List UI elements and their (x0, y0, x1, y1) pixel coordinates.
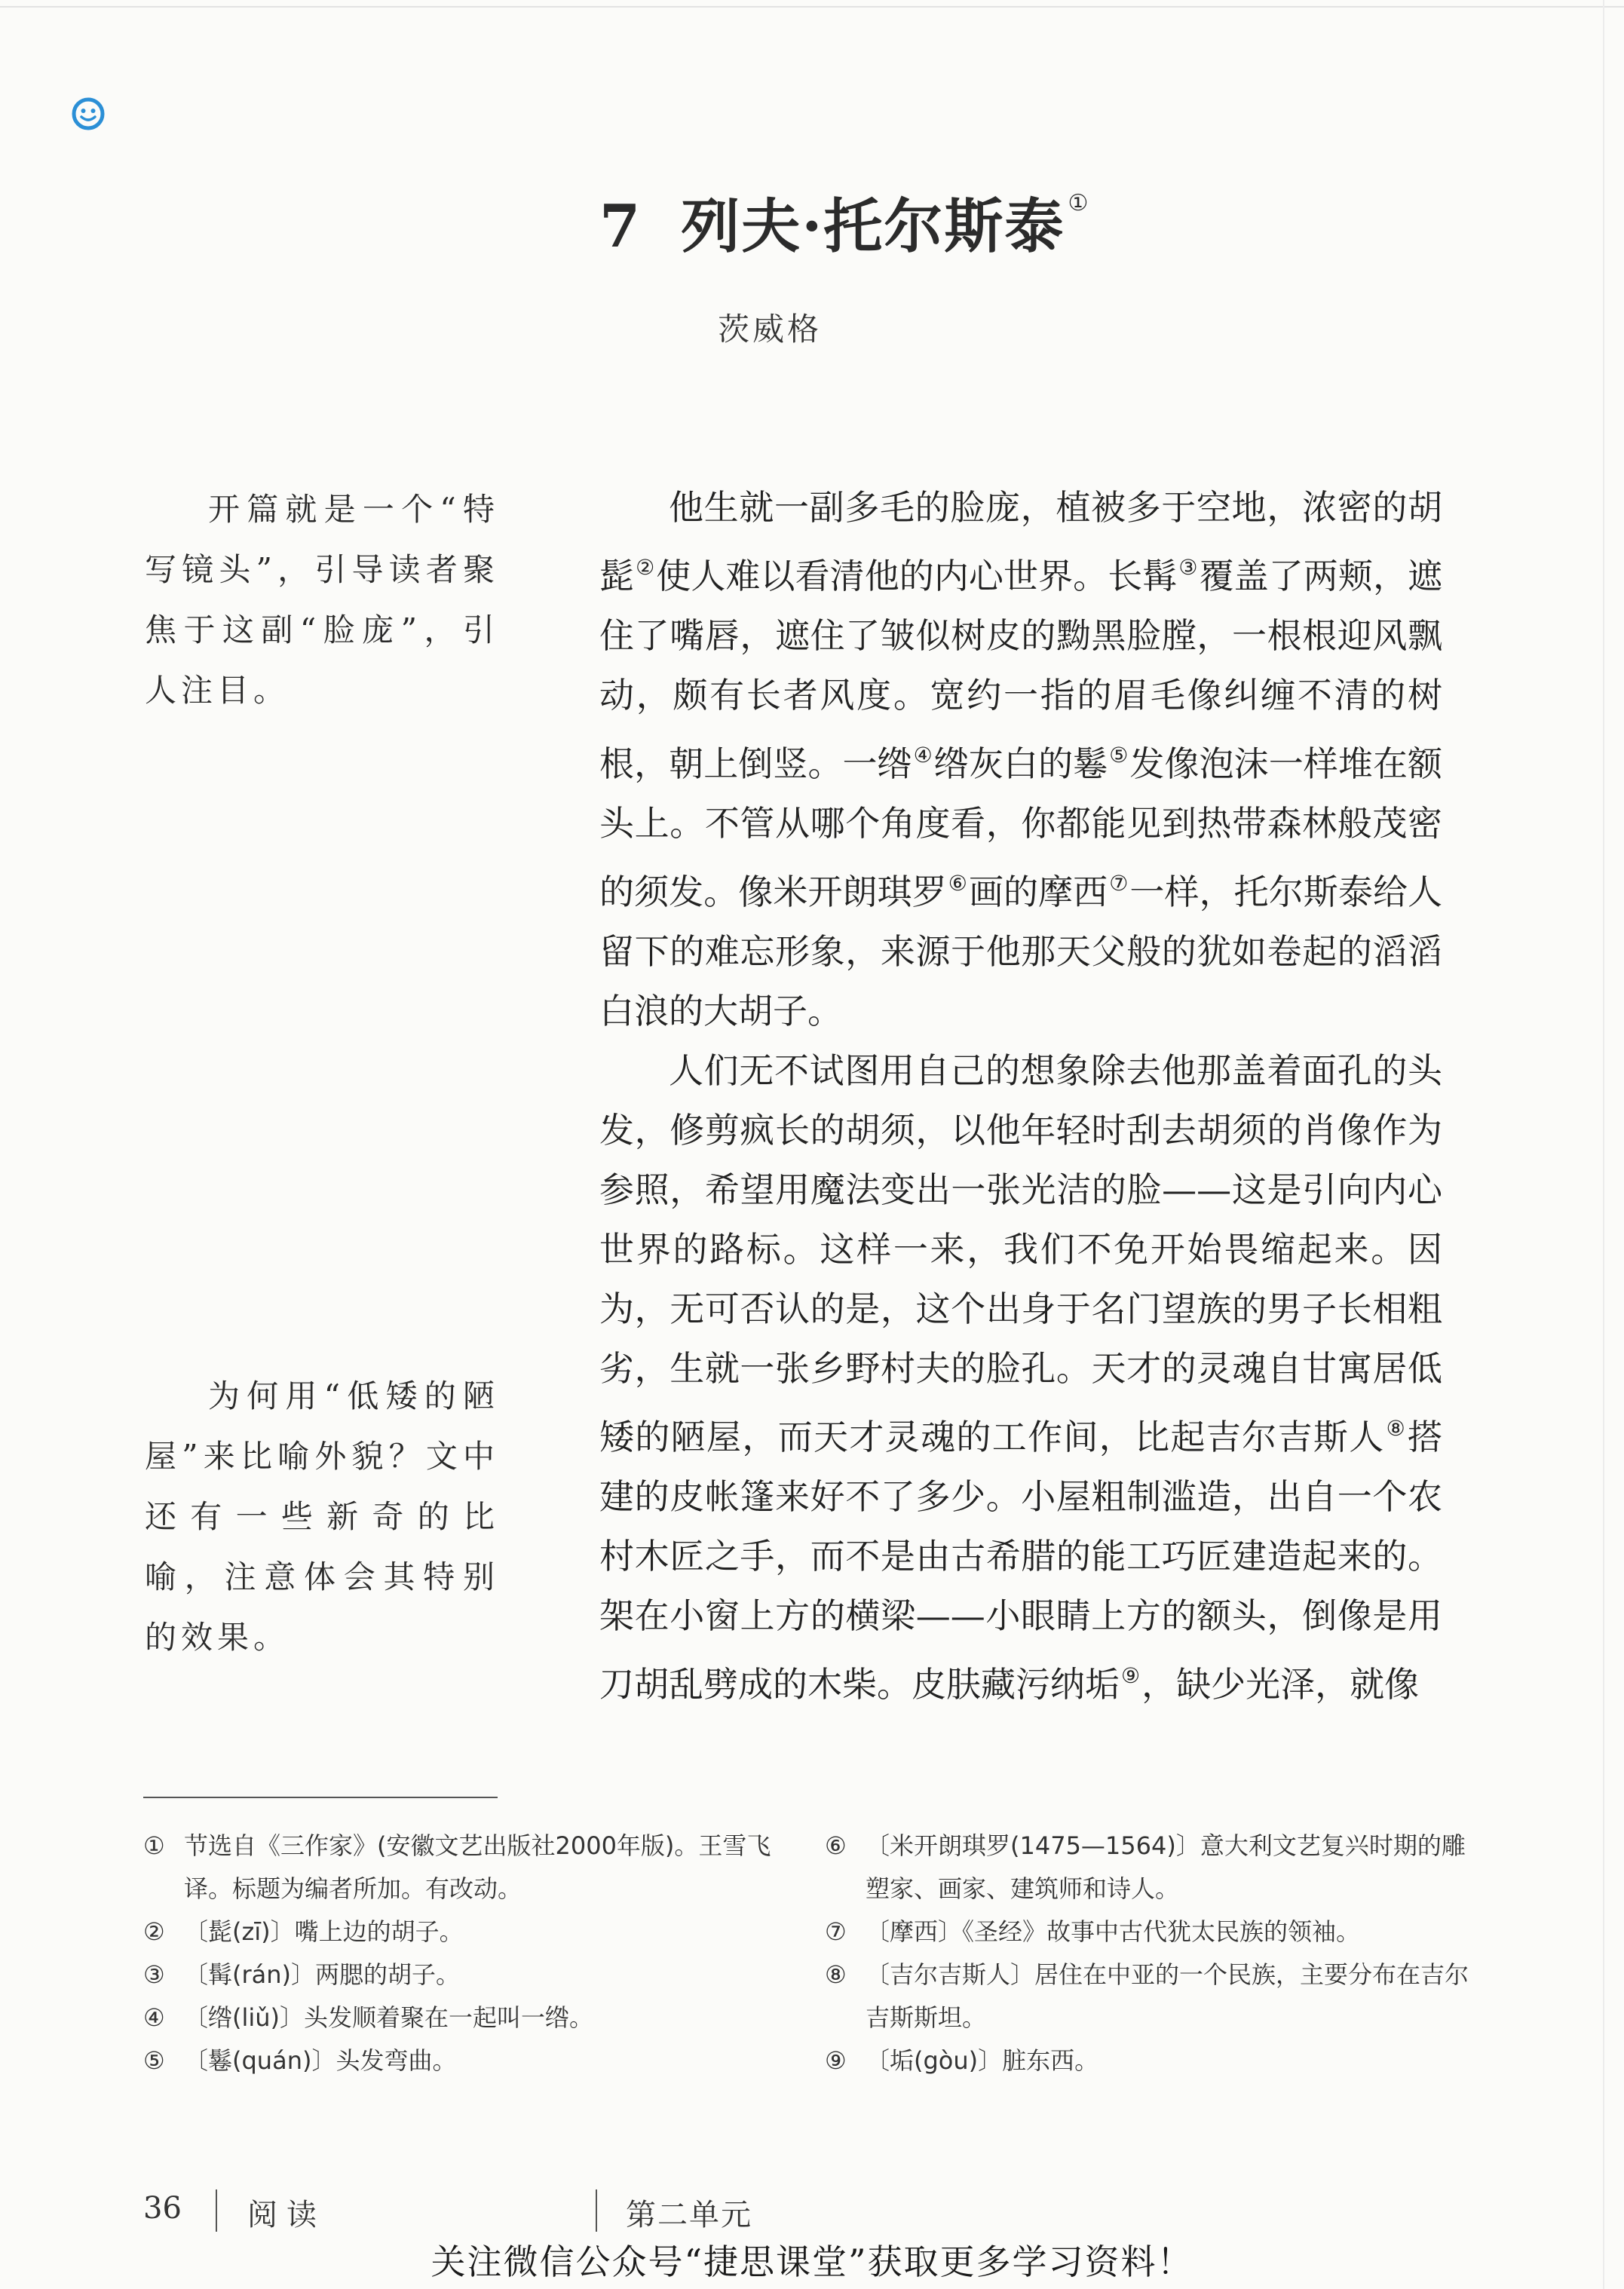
footnote-item (825, 1911, 1473, 1953)
footer-separator (216, 2189, 217, 2232)
top-divider (0, 6, 1624, 8)
footnote-item (825, 1825, 1473, 1911)
page-number: 36 (143, 2191, 182, 2226)
footnote-ref: ⑦ (1109, 871, 1129, 896)
footer-separator (596, 2189, 597, 2232)
footnote-ref: ⑥ (948, 871, 967, 896)
footnote-text: 〔米开朗琪罗(1475—1564)〕意大利文艺复兴时期的雕塑家、画家、建筑师和诗人。 (866, 1831, 1466, 1903)
footnote-number: ⑦ (825, 1917, 847, 1946)
section-label: 阅读 (247, 2198, 326, 2232)
unit-label: 第二单元 (626, 2198, 752, 2232)
footnote-number: ⑤ (143, 2046, 165, 2075)
footnote-text: 〔垢(gòu)〕脏东西。 (866, 2046, 1099, 2075)
text-run: 发像泡沫一样堆在额头上。不管从哪个角度看，你都能见到热带森林般茂密的须发。像米开朗琪罗 (599, 743, 1443, 912)
footnote-text: 〔髯(rán)〕两腮的胡子。 (184, 1960, 461, 1989)
chapter-number: 7 (599, 192, 642, 261)
footnote-ref: ⑤ (1109, 743, 1129, 768)
footnote-item (825, 1953, 1473, 2039)
paragraph-1 (599, 478, 1442, 1041)
footnote-ref: ② (636, 555, 655, 580)
footnote-ref: ③ (1178, 555, 1198, 580)
text-run: 搭建的皮帐篷来好不了多少。小屋粗制滥造，出自一个农村木匠之手，而不是由古希腊的能工巧匠建造起来的。架在小窗上方的横梁——小眼睛上方的额头，倒像是用刀胡乱劈成的木柴。皮肤藏污纳垢 (599, 1417, 1443, 1705)
footnote-text: 〔髭(zī)〕嘴上边的胡子。 (184, 1917, 464, 1946)
paragraph-2 (599, 1041, 1442, 1714)
footnotes-right (825, 1825, 1473, 2082)
title-text: 列夫·托尔斯泰 (681, 192, 1065, 261)
footnote-ref: ⑧ (1386, 1416, 1407, 1441)
side-note-2: 为何用“低矮的陋屋”来比喻外貌？文中还有一些新奇的比喻，注意体会其特别的效果。 (145, 1377, 499, 1656)
text-run: 绺灰白的鬈 (933, 743, 1108, 784)
text-run: 画的摩西 (968, 872, 1108, 912)
footnote-number: ① (143, 1831, 165, 1860)
footnote-number: ③ (143, 1960, 165, 1989)
footnote-item (143, 1996, 784, 2039)
main-text (599, 478, 1442, 1714)
text-run: 使人难以看清他的内心世界。长髯 (656, 556, 1178, 596)
footnote-item (825, 2039, 1473, 2082)
footnote-divider (143, 1797, 498, 1798)
footnote-number: ⑥ (825, 1831, 847, 1860)
smiley-icon (71, 97, 106, 131)
footnote-number: ⑧ (825, 1960, 847, 1989)
footnote-item (143, 2039, 784, 2082)
footnote-number: ② (143, 1917, 165, 1946)
footnote-text: 〔吉尔吉斯人〕居住在中亚的一个民族，主要分布在吉尔吉斯斯坦。 (866, 1960, 1469, 2032)
text-run: 覆盖了两颊，遮住了嘴唇，遮住了皱似树皮的黝黑脸膛，一根根迎风飘动，颇有长者风度。宽约一指的眉毛像纠缠不清的树根，朝上倒竖。一绺 (599, 556, 1443, 784)
footnote-text: 〔鬈(quán)〕头发弯曲。 (184, 2046, 457, 2075)
footnotes-left (143, 1825, 784, 2082)
footnote-text: 〔摩西〕《圣经》故事中古代犹太民族的领袖。 (866, 1917, 1361, 1946)
footnote-ref: ⑨ (1121, 1663, 1141, 1688)
footnote-text: 节选自《三作家》(安徽文艺出版社2000年版)。王雪飞译。标题为编者所加。有改动。 (184, 1831, 771, 1903)
footnote-number: ④ (143, 2003, 165, 2032)
footnote-ref: ④ (913, 743, 933, 768)
title-footnote-mark: ① (1068, 190, 1089, 216)
footnote-text: 〔绺(liǔ)〕头发顺着聚在一起叫一绺。 (184, 2003, 594, 2032)
footnote-item (143, 1825, 784, 1911)
author: 茨威格 (718, 311, 823, 348)
text-run: 人们无不试图用自己的想象除去他那盖着面孔的头发，修剪疯长的胡须，以他年轻时刮去胡须的肖像作为参照，希望用魔法变出一张光洁的脸——这是引向内心世界的路标。这样一来，我们不免开始畏缩起来。因为，无可否认的是，这个出身于名门望族的男子长相粗劣，生就一张乡野村夫的脸孔。天才的灵魂自甘寓居低矮的陋屋，而天才灵魂的工作间，比起吉尔吉斯人 (599, 1050, 1442, 1457)
text-run: 一样，托尔斯泰给人留下的难忘形象，来源于他那天父般的犹如卷起的滔滔白浪的大胡子。 (599, 872, 1443, 1031)
text-run: ，缺少光泽，就像 (1141, 1664, 1420, 1705)
text-run: 他生就一副多毛的脸庞，植被多于空地，浓密的胡髭 (599, 487, 1442, 596)
footnote-item (143, 1953, 784, 1996)
footnote-item (143, 1911, 784, 1953)
right-edge-line (1603, 0, 1604, 2289)
page-title (599, 179, 1088, 264)
footnote-number: ⑨ (825, 2046, 847, 2075)
promo-banner: 关注微信公众号“捷思课堂”获取更多学习资料！ (431, 2242, 1193, 2282)
side-note-1: 开篇就是一个“特写镜头”，引导读者聚焦于这副“脸庞”，引人注目。 (145, 491, 499, 709)
